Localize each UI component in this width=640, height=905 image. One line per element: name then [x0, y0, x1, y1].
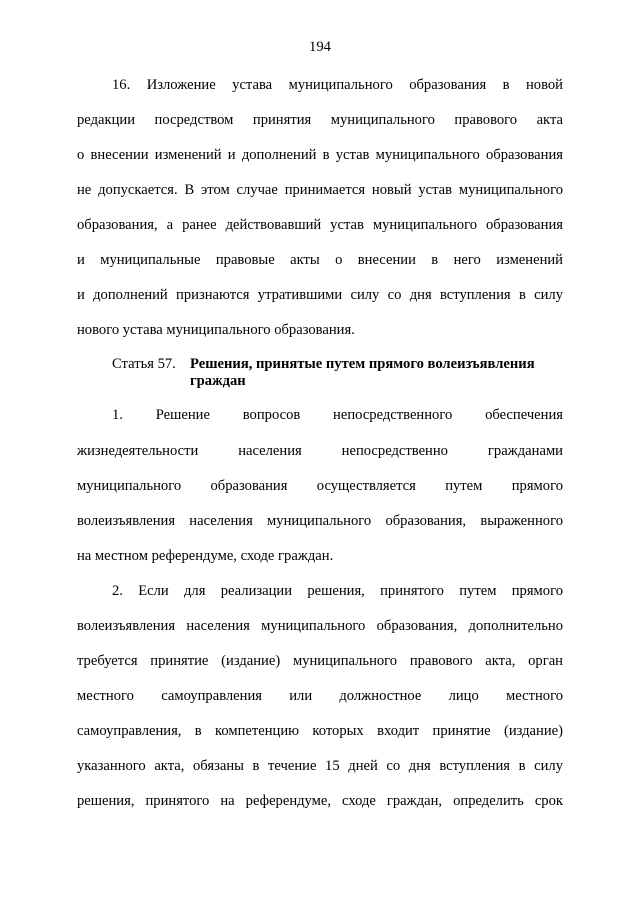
page-number: 194: [309, 39, 331, 55]
paragraph-16-line: и дополнений признаются утратившими силу со дня вступления в силу: [77, 287, 563, 303]
paragraph-16-line: нового устава муниципального образования.: [77, 322, 355, 338]
paragraph-2-line: волеизъявления населения муниципального образования, дополнительно: [77, 618, 563, 634]
paragraph-16-line: 16. Изложение устава муниципального образования в новой: [112, 77, 563, 93]
paragraph-2-line: 2. Если для реализации решения, принятого путем прямого: [112, 583, 563, 599]
paragraph-16-line: редакции посредством принятия муниципального правового акта: [77, 112, 563, 128]
article-title-line: граждан: [190, 373, 246, 389]
paragraph-1-line: на местном референдуме, сходе граждан.: [77, 548, 334, 564]
paragraph-16-line: и муниципальные правовые акты о внесении в него изменений: [77, 252, 563, 268]
paragraph-1-line: 1. Решение вопросов непосредственного обеспечения: [112, 407, 563, 423]
paragraph-2-line: требуется принятие (издание) муниципального правового акта, орган: [77, 653, 563, 669]
paragraph-2-line: местного самоуправления или должностное лицо местного: [77, 688, 563, 704]
paragraph-2-line: решения, принятого на референдуме, сходе граждан, определить срок: [77, 793, 563, 809]
paragraph-2-line: указанного акта, обязаны в течение 15 дней со дня вступления в силу: [77, 758, 563, 774]
paragraph-2-line: самоуправления, в компетенцию которых входит принятие (издание): [77, 723, 563, 739]
paragraph-1-line: волеизъявления населения муниципального образования, выраженного: [77, 513, 563, 529]
article-label: Статья 57.: [112, 356, 176, 372]
article-title-line: Решения, принятые путем прямого волеизъявления: [190, 356, 535, 372]
paragraph-16-line: образования, а ранее действовавший устав муниципального образования: [77, 217, 563, 233]
paragraph-16-line: о внесении изменений и дополнений в устав муниципального образования: [77, 147, 563, 163]
paragraph-1-line: муниципального образования осуществляется путем прямого: [77, 478, 563, 494]
paragraph-1-line: жизнедеятельности населения непосредственно гражданами: [77, 443, 563, 459]
paragraph-16-line: не допускается. В этом случае принимается новый устав муниципального: [77, 182, 563, 198]
